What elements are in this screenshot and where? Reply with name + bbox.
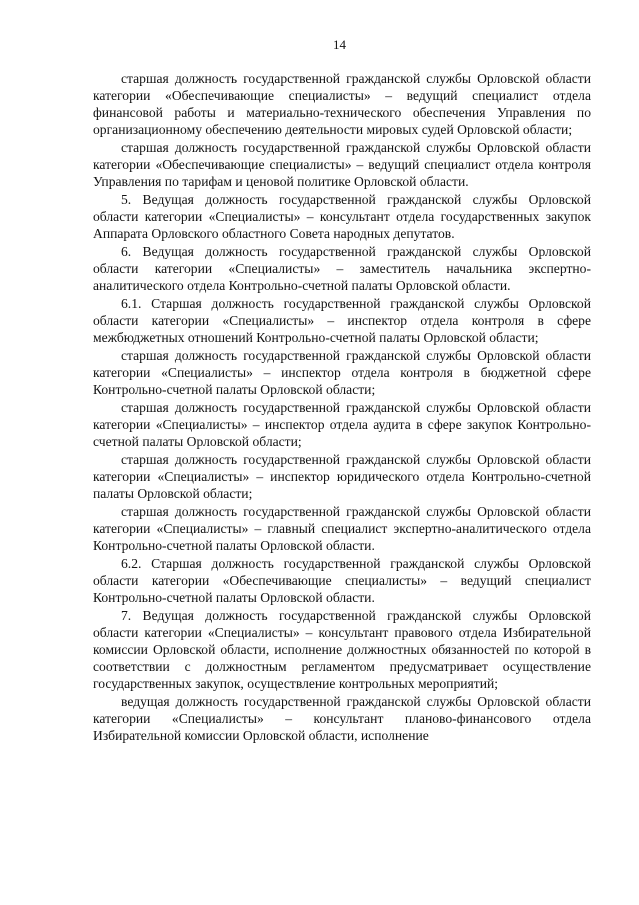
paragraph: ведущая должность государственной гражданской службы Орловской области категории «Специалисты» – консультант планово-финансового отдела Избирательной комиссии Орловской области, исполнение bbox=[93, 693, 591, 744]
paragraph: старшая должность государственной гражданской службы Орловской области категории «Обеспечивающие специалисты» – ведущий специалист отдела финансовой работы и материально-технического обеспечения Управления по организационному обеспечению деятельности мировых судей Орловской области; bbox=[93, 71, 591, 138]
paragraph: 7. Ведущая должность государственной гражданской службы Орловской области категории «Специалисты» – консультант правового отдела Избирательной комиссии Орловской области, исполнение должностных обязанностей по которой в соответствии с должностным регламентом предусматривает осуществление государственных закупок, осуществление контрольных мероприятий; bbox=[93, 607, 591, 692]
paragraph: 6.1. Старшая должность государственной гражданской службы Орловской области категории «Специалисты» – инспектор отдела контроля в сфере межбюджетных отношений Контрольно-счетной палаты Орловской области; bbox=[93, 295, 591, 346]
paragraph: старшая должность государственной гражданской службы Орловской области категории «Специалисты» – главный специалист экспертно-аналитического отдела Контрольно-счетной палаты Орловской области. bbox=[93, 503, 591, 554]
document-body bbox=[93, 70, 591, 745]
paragraph: старшая должность государственной гражданской службы Орловской области категории «Специалисты» – инспектор юридического отдела Контрольно-счетной палаты Орловской области; bbox=[93, 451, 591, 502]
page-number: 14 bbox=[333, 37, 346, 52]
paragraph: 5. Ведущая должность государственной гражданской службы Орловской области категории «Специалисты» – консультант отдела государственных закупок Аппарата Орловского областного Совета народных депутатов. bbox=[93, 192, 591, 242]
paragraph: 6. Ведущая должность государственной гражданской службы Орловской области категории «Специалисты» – заместитель начальника экспертно-аналитического отдела Контрольно-счетной палаты Орловской области. bbox=[93, 244, 591, 294]
paragraph: 6.2. Старшая должность государственной гражданской службы Орловской области категории «Обеспечивающие специалисты» – ведущий специалист Контрольно-счетной палаты Орловской области. bbox=[93, 555, 591, 605]
paragraph: старшая должность государственной гражданской службы Орловской области категории «Обеспечивающие специалисты» – ведущий специалист отдела контроля Управления по тарифам и ценовой политике Орловской области. bbox=[93, 140, 591, 190]
paragraph: старшая должность государственной гражданской службы Орловской области категории «Специалисты» – инспектор отдела аудита в сфере закупок Контрольно-счетной палаты Орловской области; bbox=[93, 399, 591, 450]
paragraph: старшая должность государственной гражданской службы Орловской области категории «Специалисты» – инспектор отдела контроля в бюджетной сфере Контрольно-счетной палаты Орловской области; bbox=[93, 347, 591, 398]
